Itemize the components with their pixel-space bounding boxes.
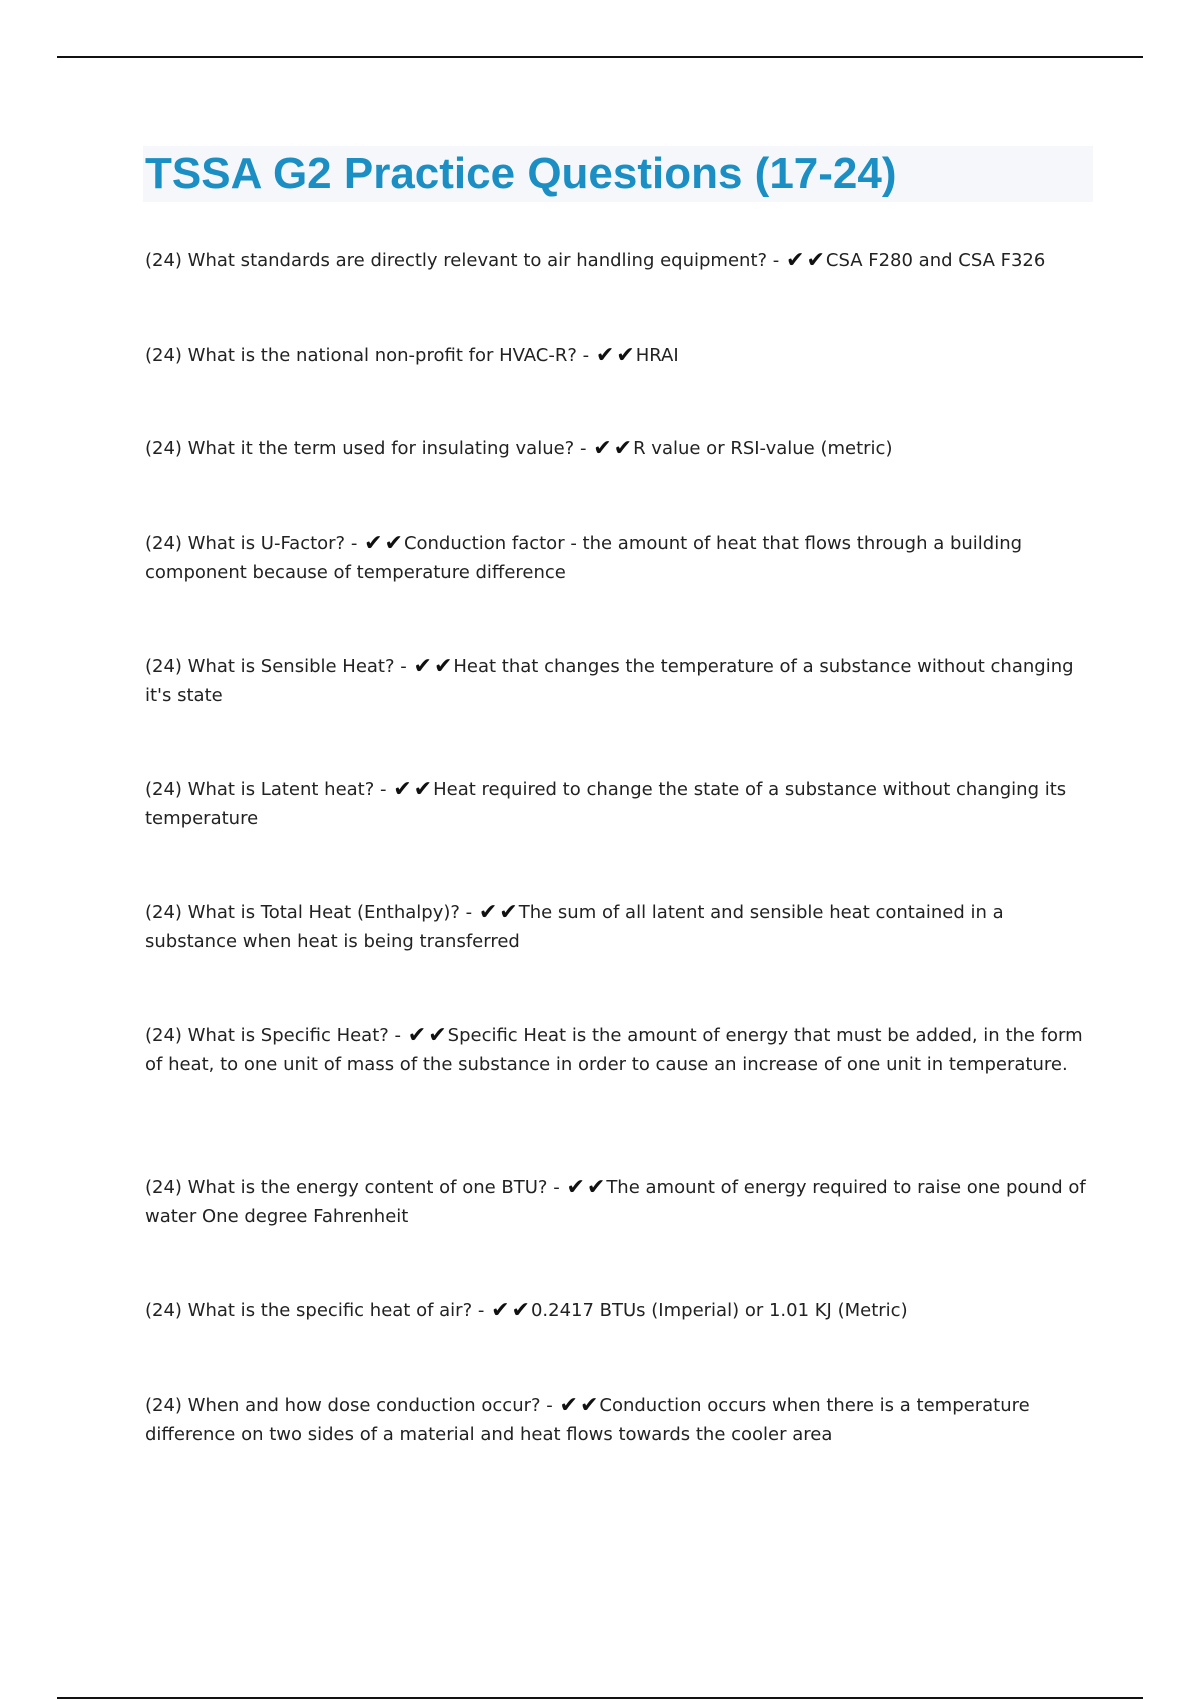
- bottom-rule: [57, 1697, 1143, 1699]
- check-icon: ✔: [593, 436, 612, 461]
- check-icon: ✔: [491, 1298, 510, 1323]
- question-text: (24) What is Sensible Heat? -: [145, 656, 413, 677]
- answer-text: Conduction occurs when there is a temperature difference on two sides of a material and heat flows towards the cooler area: [145, 1395, 1030, 1445]
- answer-text: The amount of energy required to raise one pound of water One degree Fahrenheit: [145, 1177, 1086, 1227]
- check-icon: ✔: [364, 531, 383, 556]
- check-icon: ✔: [407, 1023, 427, 1048]
- qa-item: [145, 775, 1095, 833]
- answer-text: Specific Heat is the amount of energy that must be added, in the form of heat, to one unit of mass of the substance in order to cause an increase of one unit in temperature.: [145, 1025, 1083, 1075]
- answer-text: Heat required to change the state of a substance without changing its temperature: [145, 779, 1067, 829]
- answer-text: Heat that changes the temperature of a substance without changing it's state: [145, 656, 1074, 706]
- qa-item: [145, 1391, 1095, 1449]
- question-text: (24) What is the energy content of one BTU? -: [145, 1177, 566, 1198]
- check-icon: ✔: [428, 1023, 447, 1048]
- question-text: (24) What standards are directly relevant to air handling equipment? -: [145, 250, 785, 271]
- check-icon: ✔: [511, 1298, 530, 1323]
- check-icon: ✔: [595, 343, 615, 368]
- check-icon: ✔: [393, 777, 412, 802]
- qa-item: [145, 434, 1095, 463]
- question-text: (24) What is Total Heat (Enthalpy)? -: [145, 902, 478, 923]
- qa-item: [145, 898, 1095, 956]
- question-text: (24) What it the term used for insulating value? -: [145, 438, 593, 459]
- check-icon: ✔: [413, 654, 432, 679]
- check-icon: ✔: [806, 248, 825, 273]
- page-title: TSSA G2 Practice Questions (17-24): [145, 149, 897, 198]
- check-icon: ✔: [384, 531, 403, 556]
- qa-item: [145, 652, 1095, 710]
- question-text: (24) What is the national non-profit for HVAC-R? -: [145, 345, 595, 366]
- question-text: (24) What is Specific Heat? -: [145, 1025, 407, 1046]
- question-text: (24) What is U-Factor? -: [145, 533, 364, 554]
- answer-text: 0.2417 BTUs (Imperial) or 1.01 KJ (Metric): [530, 1300, 908, 1321]
- check-icon: ✔: [499, 900, 518, 925]
- qa-item: [145, 341, 1095, 370]
- check-icon: ✔: [613, 436, 633, 461]
- check-icon: ✔: [413, 777, 433, 802]
- qa-item: [145, 1021, 1095, 1079]
- answer-text: Conduction factor - the amount of heat that flows through a building component because of temperature difference: [145, 533, 1023, 583]
- check-icon: ✔: [786, 248, 805, 273]
- answer-text: CSA F280 and CSA F326: [825, 250, 1046, 271]
- check-icon: ✔: [433, 654, 453, 679]
- qa-item: [145, 1173, 1095, 1231]
- check-icon: ✔: [616, 343, 635, 368]
- question-text: (24) When and how dose conduction occur? -: [145, 1395, 559, 1416]
- answer-text: The sum of all latent and sensible heat contained in a substance when heat is being transferred: [145, 902, 1004, 952]
- qa-item: [145, 246, 1095, 275]
- qa-item: [145, 529, 1095, 587]
- check-icon: ✔: [559, 1393, 578, 1418]
- check-icon: ✔: [478, 900, 498, 925]
- check-icon: ✔: [579, 1393, 599, 1418]
- check-icon: ✔: [586, 1175, 606, 1200]
- top-rule: [57, 56, 1143, 58]
- qa-item: [145, 1296, 1095, 1325]
- answer-text: R value or RSI-value (metric): [633, 438, 893, 459]
- question-text: (24) What is Latent heat? -: [145, 779, 393, 800]
- answer-text: HRAI: [635, 345, 679, 366]
- question-text: (24) What is the specific heat of air? -: [145, 1300, 491, 1321]
- check-icon: ✔: [566, 1175, 585, 1200]
